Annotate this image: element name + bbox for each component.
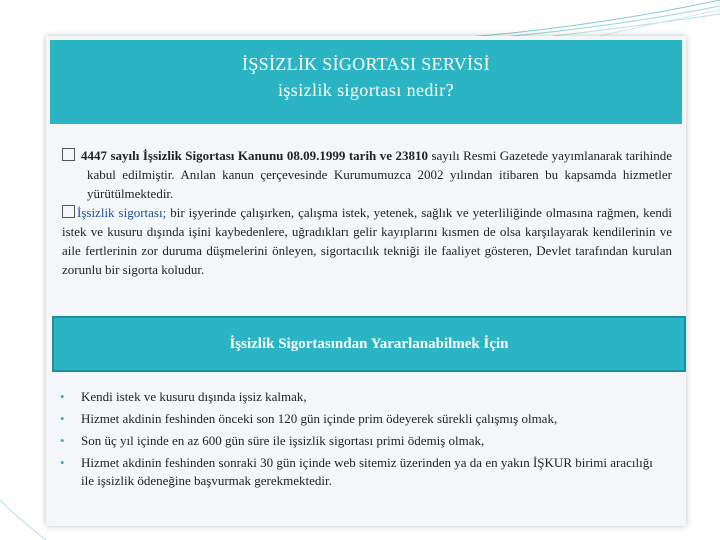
intro-paragraph-definition <box>62 203 672 279</box>
bullet-icon: • <box>60 389 65 404</box>
bullet-icon: • <box>60 455 65 470</box>
definition-term: İşsizlik sigortası; <box>77 205 167 220</box>
list-item <box>60 432 660 450</box>
list-item-text: Hizmet akdinin feshinden sonraki 30 gün içinde web sitemiz üzerinden ya da en yakın İŞKUR birimi aracılığı ile işsizlik ödeneğine başvurmak gerekmektedir. <box>81 455 653 488</box>
bullet-icon: • <box>60 433 65 448</box>
definition-text: bir işyerinde çalışırken, çalışma istek, yetenek, sağlık ve yeterliliğinde olmasına rağmen, kendi istek ve kusuru dışında işini kaybedenlere, uğradıkları gelir kayıplarını kısmen de olsa karşılayarak kendilerinin ve aile fertlerinin zor duruma düşmelerini önleyen, sigortacılık tekniği ile faaliyet gösteren, Devlet tarafından kurulan zorunlu bir sigorta koludur. <box>62 205 672 277</box>
law-description: sayılı Resmi Gazetede yayımlanarak tarihinde kabul edilmiştir. Anılan kanun çerçevesinde Kurumumuzca 2002 yılından itibaren bu kapsamda hizmetler yürütülmektedir. <box>87 148 672 201</box>
bullet-icon: • <box>60 411 65 426</box>
list-item <box>60 454 660 490</box>
title-banner <box>50 40 682 124</box>
list-item-text: Hizmet akdinin feshinden önceki son 120 gün içinde prim ödeyerek sürekli çalışmış olmak, <box>81 411 558 426</box>
list-item-text: Kendi istek ve kusuru dışında işsiz kalmak, <box>81 389 307 404</box>
list-item <box>60 410 660 428</box>
section-banner <box>52 316 686 372</box>
page-subtitle: işsizlik sigortası nedir? <box>278 80 454 100</box>
page-title: İŞSİZLİK SİGORTASI SERVİSİ <box>242 54 490 74</box>
list-item-text: Son üç yıl içinde en az 600 gün süre ile işsizlik sigortası primi ödemiş olmak, <box>81 433 485 448</box>
list-item <box>60 388 660 406</box>
law-reference: 4447 sayılı İşsizlik Sigortası Kanunu 08.09.1999 tarih ve 23810 <box>81 148 428 163</box>
intro-paragraph-law <box>62 146 672 203</box>
checkbox-bullet-icon <box>62 148 75 161</box>
requirements-list <box>60 388 660 494</box>
checkbox-bullet-icon <box>62 205 75 218</box>
section-title: İşsizlik Sigortasından Yararlanabilmek İçin <box>229 335 509 352</box>
intro-text <box>62 146 672 279</box>
